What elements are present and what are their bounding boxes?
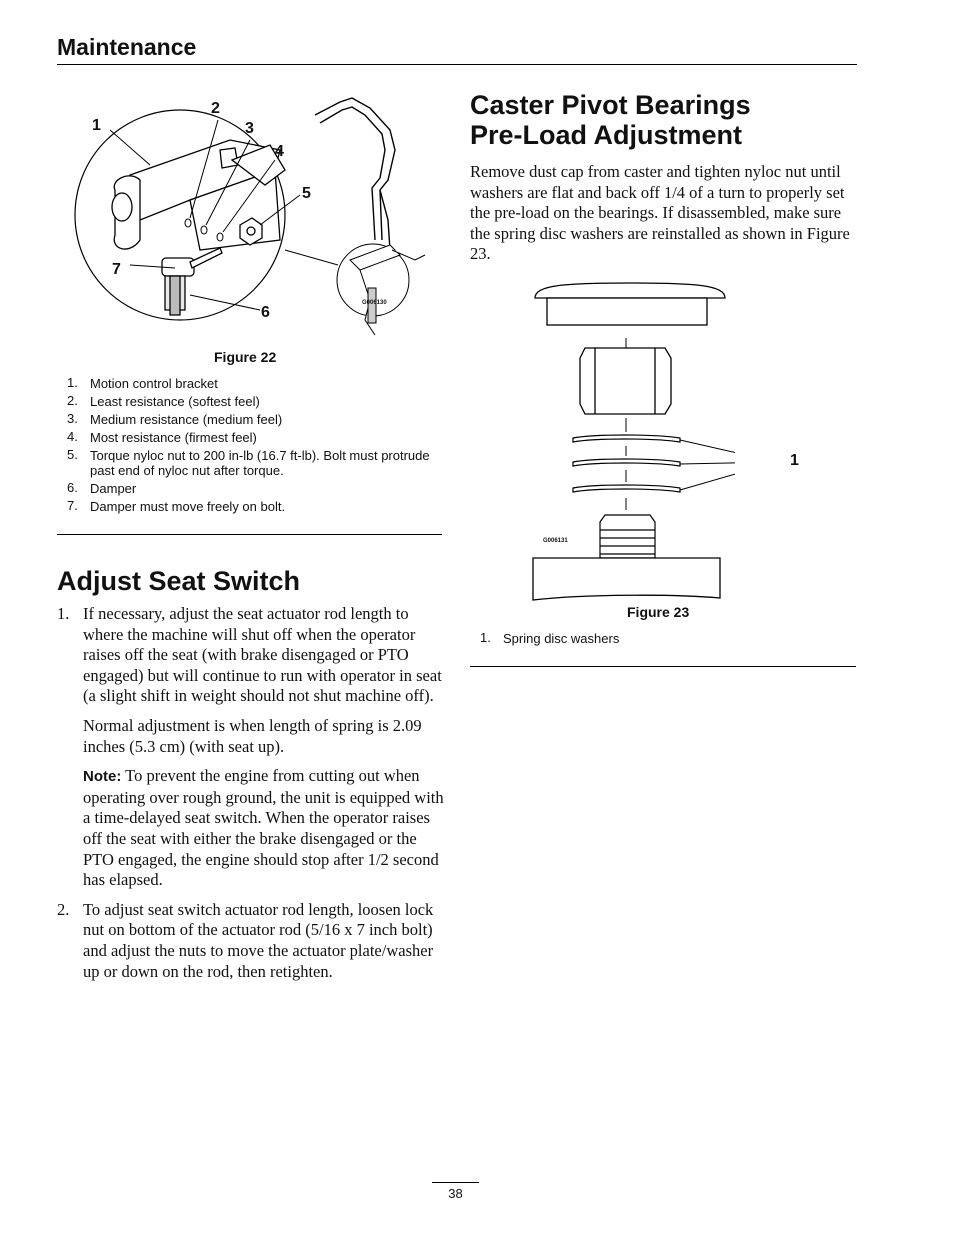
note-label: Note: [83,768,122,786]
figure-23-rule [470,666,856,667]
legend-item: 7. Damper must move freely on bolt. [67,498,286,514]
step-1-text: If necessary, adjust the seat actuator rod length to where the machine will shut off when the operator raises off the seat (with brake disengaged or PTO engaged) but will continue to run with operator in seat (a slight shift in weight should not shut machine off). [83,604,442,706]
figure-22-illustration [70,90,440,350]
seat-switch-title: Adjust Seat Switch [57,566,301,596]
section-header: Maintenance [57,34,197,60]
figure-23-caption: Figure 23 [627,604,690,620]
dust-cap-drawing [535,283,725,325]
figure-22-caption: Figure 22 [214,349,277,365]
fig22-callout-5: 5 [302,185,311,202]
fig23-callout-1: 1 [790,452,799,469]
legend-item: 2. Least resistance (softest feel) [67,393,260,409]
step-2-text: To adjust seat switch actuator rod length, loosen lock nut on bottom of the actuator rod (5/16 x 7 inch bolt) and adjust the nuts to move the actuator plate/washer up or down on the rod, then retighten. [83,899,434,981]
fig22-code: G006130 [362,300,387,306]
legend-item: 1. Motion control bracket [67,375,218,391]
threaded-stem-drawing [600,515,655,558]
header-rule [57,64,857,65]
caster-title [470,90,870,150]
legend-item: 3. Medium resistance (medium feel) [67,411,283,427]
caster-text: Remove dust cap from caster and tighten nyloc nut until washers are flat and back off 1/4 of a turn to properly set the pre-load on the bearings. If disassembled, make sure the spring disc washers are reinstalled as shown in Figure 23. [470,162,850,264]
legend-item: 1. Spring disc washers [480,630,620,646]
step-1-spring-length: Normal adjustment is when length of spring is 2.09 inches (5.3 cm) (with seat up). [83,715,422,756]
control-handle-drawing [315,98,395,250]
caster-title-line2: Pre-Load Adjustment [470,120,743,150]
damper-drawing [162,248,222,315]
caster-title-line1: Caster Pivot Bearings [470,90,751,120]
legend-item: 4. Most resistance (firmest feel) [67,429,257,445]
fig23-code: G006131 [543,538,568,544]
fig22-callout-4: 4 [275,143,284,160]
figure-22-rule [57,534,442,535]
footer-rule [432,1182,479,1183]
page-number: 38 [448,1186,463,1201]
legend-item: 5. Torque nyloc nut to 200 in-lb (16.7 ft-lb). Bolt must protrude past end of nyloc nut after torque. [67,447,430,478]
step-2: 2. To adjust seat switch actuator rod length, loosen lock nut on bottom of the actuator rod (5/16 x 7 inch bolt) and adjust the nuts to move the actuator plate/washer up or down on the rod, then retighten. [57,900,445,991]
step-1: 1. If necessary, adjust the seat actuator rod length to where the machine will shut off when the operator raises off the seat (with brake disengaged or PTO engaged) but will continue to run with operator in seat (a slight shift in weight should not shut machine off). Normal adjustment is when length of spring is 2.09 inches (5.3 cm) (with seat up). Note: To prevent the engine from cutting out when operating over rough ground, the unit is equipped with a time-delayed seat switch. When the operator raises off the seat with either the brake disengaged or the PTO engaged, the engine should stop after 1/2 second has elapsed. [57,604,444,890]
fig22-callout-1: 1 [92,117,101,134]
figure-22-legend [57,374,442,515]
figure-23-illustration [525,280,735,605]
note-text: To prevent the engine from cutting out when operating over rough ground, the unit is equipped with a time-delayed seat switch. When the operator raises off the seat with either the brake disengaged or the PTO engaged, the engine should stop after 1/2 second has elapsed. [83,766,444,890]
fig22-callout-3: 3 [245,120,254,137]
legend-item: 6. Damper [67,480,137,496]
fig22-callout-2: 2 [211,100,220,117]
fig22-callout-7: 7 [112,261,121,278]
seat-switch-steps [57,604,445,991]
nyloc-nut-drawing [580,348,671,414]
note [83,766,445,891]
caster-base-drawing [533,558,720,600]
fig22-callout-6: 6 [261,304,270,321]
figure-23-legend [470,629,855,647]
spring-disc-washers-drawing [573,435,680,492]
